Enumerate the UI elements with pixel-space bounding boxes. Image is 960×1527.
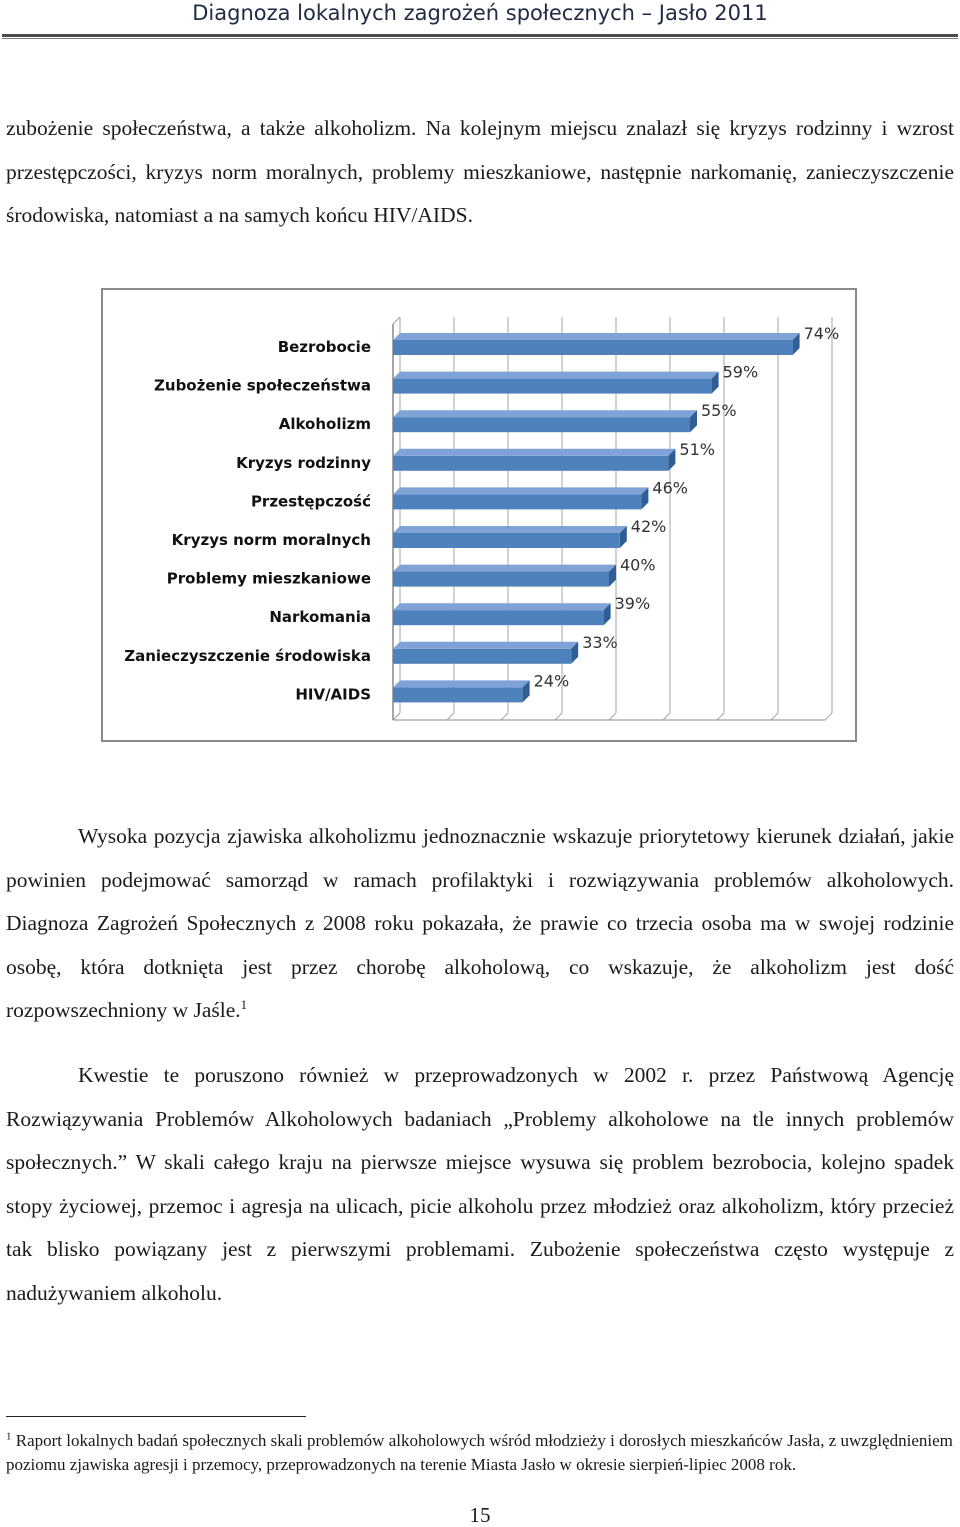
bar xyxy=(393,572,609,587)
category-label: Narkomania xyxy=(269,608,371,627)
gridline-floor xyxy=(771,713,778,720)
bar xyxy=(393,456,668,471)
bar-top-face xyxy=(393,410,697,417)
paragraph-1: zubożenie społeczeństwa, a także alkoholizm. Na kolejnym miejscu znalazł się kryzys rodzinny i wzrost przestępczości, kryzys norm moralnych, problemy mieszkaniowe, następnie narkomanię, zanieczyszczenie środowiska, natomiast a na samych końcu HIV/AIDS. xyxy=(6,116,954,227)
bar xyxy=(393,340,793,355)
category-label: Problemy mieszkaniowe xyxy=(166,569,371,588)
paragraph-2 xyxy=(6,815,954,1033)
header-title: Diagnoza lokalnych zagrożeń społecznych – Jasło 2011 xyxy=(192,1,768,25)
bar-top-face xyxy=(393,487,648,494)
bar-chart xyxy=(101,288,857,742)
value-label: 39% xyxy=(614,594,651,614)
gridline-floor xyxy=(825,713,832,720)
value-label: 59% xyxy=(722,362,759,382)
gridline-floor xyxy=(393,713,400,720)
paragraph-3: Kwestie te poruszono również w przeprowadzonych w 2002 r. przez Państwową Agencję Rozwiązywania Problemów Alkoholowych badaniach „Problemy alkoholowe na tle innych problemów społecznych.” W skali całego kraju na pierwsze miejsce wysuwa się problem bezrobocia, kolejno spadek stopy życiowej, przemoc i agresja na ulicach, picie alkoholu przez młodzież oraz alkoholizm, który przecież tak blisko powiązany jest z pierwszymi problemami. Zubożenie społeczeństwa często występuje z nadużywaniem alkoholu. xyxy=(6,1063,954,1305)
bar xyxy=(393,649,571,664)
value-label: 55% xyxy=(701,401,737,421)
bar-top-face xyxy=(393,565,616,572)
bar-top-face xyxy=(393,642,578,649)
gridline-floor xyxy=(501,713,508,720)
footnote xyxy=(6,1429,954,1477)
footnote-rule xyxy=(6,1416,306,1417)
bar xyxy=(393,687,523,702)
category-label: Przestępczość xyxy=(250,492,371,511)
footnote-number: 1 xyxy=(6,1430,12,1443)
value-label: 74% xyxy=(803,324,840,343)
category-label: Kryzys rodzinny xyxy=(236,453,371,472)
bar-top-face xyxy=(393,526,627,533)
bar-top-face xyxy=(393,680,530,687)
bar xyxy=(393,417,690,432)
bar xyxy=(393,610,604,625)
running-header xyxy=(0,0,960,32)
header-rule xyxy=(2,34,958,39)
page-number: 15 xyxy=(469,1503,491,1527)
bar-top-face xyxy=(393,333,800,340)
category-label: Bezrobocie xyxy=(277,338,371,356)
chart-svg xyxy=(103,290,855,740)
bar-top-face xyxy=(393,372,719,379)
category-label: Alkoholizm xyxy=(278,415,371,434)
gridline-floor xyxy=(447,713,454,720)
gridline-floor xyxy=(663,713,670,720)
value-label: 46% xyxy=(652,478,688,498)
value-label: 42% xyxy=(630,517,667,536)
footnote-text: Raport lokalnych badań społecznych skali problemów alkoholowych wśród młodzieży i dorosłych mieszkańców Jasła, z uwzględnieniem poziomu zjawiska agresji i przemocy, przeprowadzonych na terenie Miasta Jasło w okresie sierpień-lipiec 2008 rok. xyxy=(6,1431,953,1474)
bar xyxy=(393,494,641,509)
category-label: Zubożenie społeczeństwa xyxy=(154,376,371,395)
gridline-floor xyxy=(717,713,724,720)
paragraph-2-text: Wysoka pozycja zjawiska alkoholizmu jednoznacznie wskazuje priorytetowy kierunek działań, jakie powinien podejmować samorząd w ramach profilaktyki i rozwiązywania problemów alkoholowych. Diagnoza Zagrożeń Społecznych z 2008 roku pokazała, że prawie co trzecia osoba ma w swojej rodzinie osobę, która dotknięta jest przez chorobę alkoholową, co wskazuje, że alkoholizm jest dość rozpowszechniony w Jaśle. xyxy=(6,824,954,1022)
bar-top-face xyxy=(393,449,675,456)
bar-top-face xyxy=(393,603,611,610)
value-label: 33% xyxy=(582,632,618,652)
category-label: Kryzys norm moralnych xyxy=(171,531,371,549)
value-label: 51% xyxy=(679,439,715,459)
gridline-floor xyxy=(609,713,616,720)
value-label: 40% xyxy=(620,555,656,575)
bar xyxy=(393,533,620,548)
footnote-ref: 1 xyxy=(240,996,248,1012)
category-label: Zanieczyszczenie środowiska xyxy=(124,646,371,665)
gridline-floor xyxy=(555,713,562,720)
value-label: 24% xyxy=(533,671,570,691)
category-label: HIV/AIDS xyxy=(295,685,371,704)
bar xyxy=(393,379,712,394)
axis-depth-top xyxy=(393,317,400,324)
